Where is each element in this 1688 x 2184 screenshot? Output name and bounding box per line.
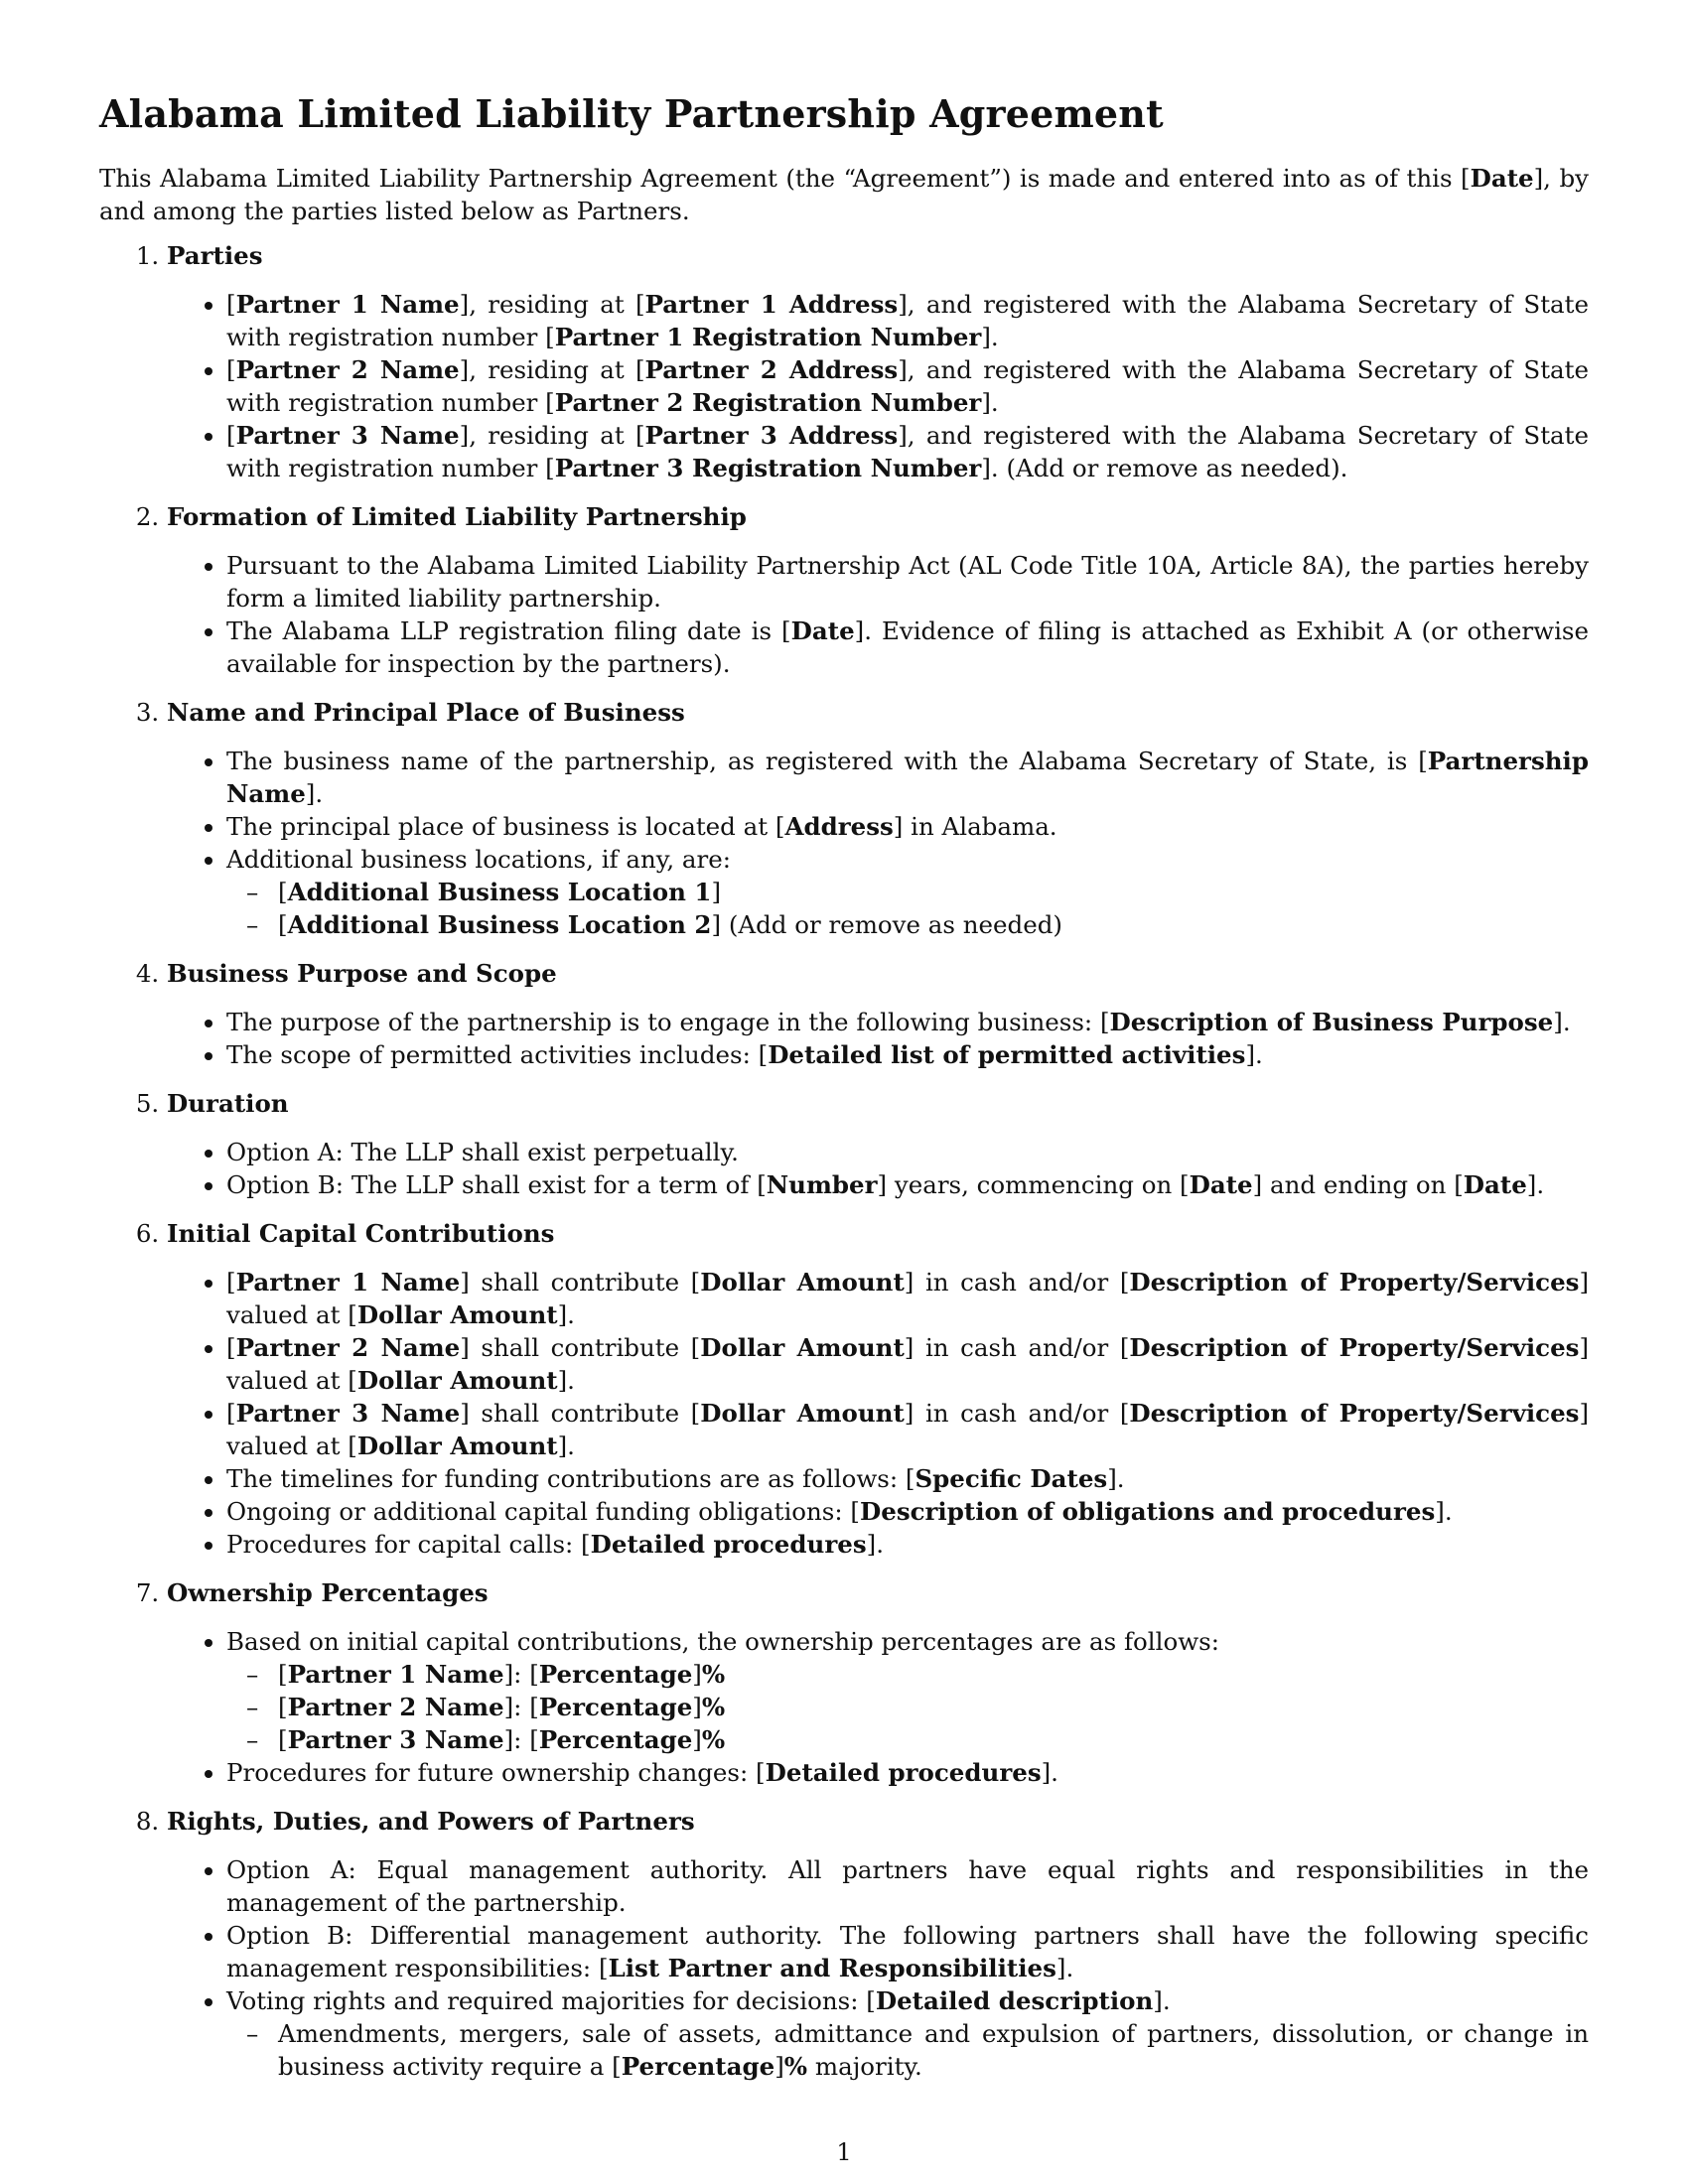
section-rights <box>167 1805 1589 2083</box>
section-duration <box>167 1087 1589 1201</box>
section-title: 5. Duration <box>167 1089 289 1118</box>
list-item: • [Partner 1 Name], residing at [Partner 1 Address], and registered with the Alabama Secretary of State with registration number [Partner 1 Registration Number]. <box>226 288 1589 353</box>
placeholder-date: Date <box>1470 164 1534 193</box>
list-item: • [Partner 1 Name] shall contribute [Dollar Amount] in cash and/or [Description of Property/Services] valued at [Dollar Amount]. <box>226 1266 1589 1331</box>
sub-list-item: – [Additional Business Location 2] (Add or remove as needed) <box>278 908 1589 941</box>
sub-list-item: – [Partner 3 Name]: [Percentage]% <box>278 1723 1589 1756</box>
list-item: • Additional business locations, if any, are: – [Additional Business Location 1] – [Additional Business Location 2] (Add or remove as needed) <box>226 843 1589 941</box>
section-title: 1. Parties <box>167 241 263 270</box>
section-title: 3. Name and Principal Place of Business <box>167 698 685 727</box>
list-item: • [Partner 3 Name], residing at [Partner 3 Address], and registered with the Alabama Secretary of State with registration number [Partner 3 Registration Number]. (Add or remove as needed). <box>226 419 1589 484</box>
section-title: 4. Business Purpose and Scope <box>167 959 557 988</box>
list-item: • Voting rights and required majorities for decisions: [Detailed description]. – Amendments, mergers, sale of assets, admittance and expulsion of partners, dissolution, or change in business activity require a [Percentage]% majority. <box>226 1984 1589 2083</box>
list-item: • Option A: Equal management authority. All partners have equal rights and responsibilities in the management of the partnership. <box>226 1853 1589 1919</box>
intro-text: ], by and among the parties listed below as Partners. <box>99 164 1589 225</box>
list-item: • The Alabama LLP registration filing date is [Date]. Evidence of filing is attached as Exhibit A (or otherwise available for inspection by the partners). <box>226 614 1589 680</box>
list-item: • Pursuant to the Alabama Limited Liability Partnership Act (AL Code Title 10A, Article 8A), the parties hereby form a limited liability partnership. <box>226 549 1589 614</box>
section-title: 6. Initial Capital Contributions <box>167 1219 555 1248</box>
list-item: • [Partner 3 Name] shall contribute [Dollar Amount] in cash and/or [Description of Property/Services] valued at [Dollar Amount]. <box>226 1397 1589 1462</box>
list-item: • Option B: Differential management authority. The following partners shall have the following specific management responsibilities: [List Partner and Responsibilities]. <box>226 1919 1589 1984</box>
section-title: 7. Ownership Percentages <box>167 1578 489 1607</box>
section-name-place <box>167 696 1589 941</box>
list-item: • Based on initial capital contributions, the ownership percentages are as follows: – [Partner 1 Name]: [Percentage]% – [Partner 2 Name]: [Percentage]% – [Partner 3 Name]: [Percentage]% <box>226 1625 1589 1756</box>
list-item: • [Partner 2 Name] shall contribute [Dollar Amount] in cash and/or [Description of Property/Services] valued at [Dollar Amount]. <box>226 1331 1589 1397</box>
section-capital <box>167 1217 1589 1561</box>
list-item: • Procedures for capital calls: [Detailed procedures]. <box>226 1528 1589 1561</box>
document-title: Alabama Limited Liability Partnership Agreement <box>99 91 1164 136</box>
intro-text: This Alabama Limited Liability Partnership Agreement (the “Agreement”) is made and entered into as of this [ <box>99 164 1471 193</box>
intro-paragraph <box>99 162 1589 227</box>
list-item: • The purpose of the partnership is to engage in the following business: [Description of Business Purpose]. <box>226 1006 1589 1038</box>
list-item: • The scope of permitted activities includes: [Detailed list of permitted activities]. <box>226 1038 1589 1071</box>
list-item: • Option A: The LLP shall exist perpetually. <box>226 1136 1589 1168</box>
list-item: • The timelines for funding contributions are as follows: [Specific Dates]. <box>226 1462 1589 1495</box>
section-title: 8. Rights, Duties, and Powers of Partners <box>167 1807 695 1836</box>
section-parties <box>167 239 1589 484</box>
section-list <box>99 239 1589 2083</box>
page-number: 1 <box>836 2138 852 2166</box>
list-item: • The principal place of business is located at [Address] in Alabama. <box>226 810 1589 843</box>
section-formation <box>167 500 1589 680</box>
sub-list-item: – [Additional Business Location 1] <box>278 876 1589 908</box>
list-item: • [Partner 2 Name], residing at [Partner 2 Address], and registered with the Alabama Secretary of State with registration number [Partner 2 Registration Number]. <box>226 353 1589 419</box>
sub-list-item: – [Partner 2 Name]: [Percentage]% <box>278 1691 1589 1723</box>
document-page <box>99 79 1589 2099</box>
list-item: • Option B: The LLP shall exist for a term of [Number] years, commencing on [Date] and ending on [Date]. <box>226 1168 1589 1201</box>
section-purpose <box>167 957 1589 1071</box>
section-title: 2. Formation of Limited Liability Partnership <box>167 502 747 531</box>
sub-list-item: – [Partner 1 Name]: [Percentage]% <box>278 1658 1589 1691</box>
list-item: • Procedures for future ownership changes: [Detailed procedures]. <box>226 1756 1589 1789</box>
section-ownership <box>167 1576 1589 1789</box>
list-item: • Ongoing or additional capital funding obligations: [Description of obligations and procedures]. <box>226 1495 1589 1528</box>
sub-list-item: – Amendments, mergers, sale of assets, admittance and expulsion of partners, dissolution, or change in business activity require a [Percentage]% majority. <box>278 2017 1589 2083</box>
list-item: • The business name of the partnership, as registered with the Alabama Secretary of State, is [Partnership Name]. <box>226 745 1589 810</box>
